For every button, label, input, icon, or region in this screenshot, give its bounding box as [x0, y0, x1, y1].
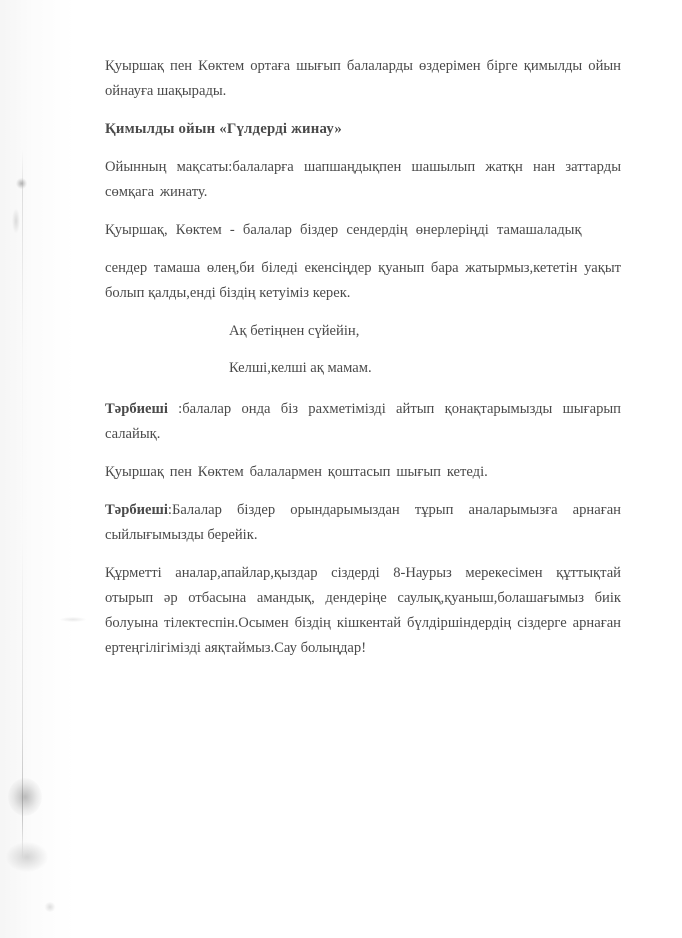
paragraph-teacher-first: [105, 397, 621, 447]
scan-binding-edge-line: [22, 150, 23, 860]
scan-left-shadow-band: [0, 0, 76, 938]
paragraph-farewell: Қуыршақ пен Көктем балалармен қоштасып шығып кетеді.: [105, 464, 488, 480]
paragraph-characters-continued: сендер тамаша өлең,би біледі екенсіңдер қуанып бара жатырмыз,кететін уақыт болып қалды,енді біздің кетуіміз керек.: [105, 260, 621, 301]
scan-smudge-artifact: [8, 778, 42, 816]
verse-line: Келші,келші ақ мамам.: [229, 360, 372, 376]
speaker-label-teacher: Тәрбиеші: [105, 401, 168, 417]
paragraph-characters-line: Қуыршақ, Көктем - балалар біздер сендердің өнерлеріңді тамашаладық: [105, 222, 582, 238]
heading-game-title: Қимылды ойын «Гүлдерді жинау»: [105, 121, 342, 137]
scan-smudge-artifact: [6, 842, 48, 872]
scan-smudge-artifact: [12, 208, 20, 234]
scan-smudge-artifact: [16, 178, 27, 189]
paragraph-teacher-second: [105, 498, 621, 548]
scan-smudge-artifact: [44, 902, 56, 912]
paragraph-game-goal: Ойынның мақсаты:балаларға шапшаңдықпен шашылып жатқн нан заттарды сөмқага жинату.: [105, 159, 621, 200]
paragraph-closing: Құрметті аналар,апайлар,қыздар сіздерді 8-Наурыз мерекесімен құттықтай отырып әр отбасына амандық, дендеріңе саулық,қуаныш,болашағымыз биік болуына тілектеспін.Осымен біздің кішкентай бүлдіршіндердің сіздерге арнаған ертеңгілігімізді аяқтаймыз.Сау болыңдар!: [105, 565, 621, 656]
speaker-text: :балалар онда біз рахметімізді айтып қонақтарымызды шығарып салайық.: [105, 401, 621, 442]
speaker-label-teacher: Тәрбиеші: [105, 502, 168, 518]
speaker-text: :Балалар біздер орындарымыздан тұрып аналарымызға арнаған сыйлығымызды берейік.: [105, 502, 621, 543]
verse-line: Ақ бетіңнен сүйейін,: [229, 323, 360, 339]
paragraph-intro: Қуыршақ пен Көктем ортаға шығып балаларды өздерімен бірге қимылды ойын ойнауға шақырады.: [105, 58, 621, 99]
document-body: [105, 54, 621, 661]
scan-smudge-artifact: [60, 617, 86, 622]
